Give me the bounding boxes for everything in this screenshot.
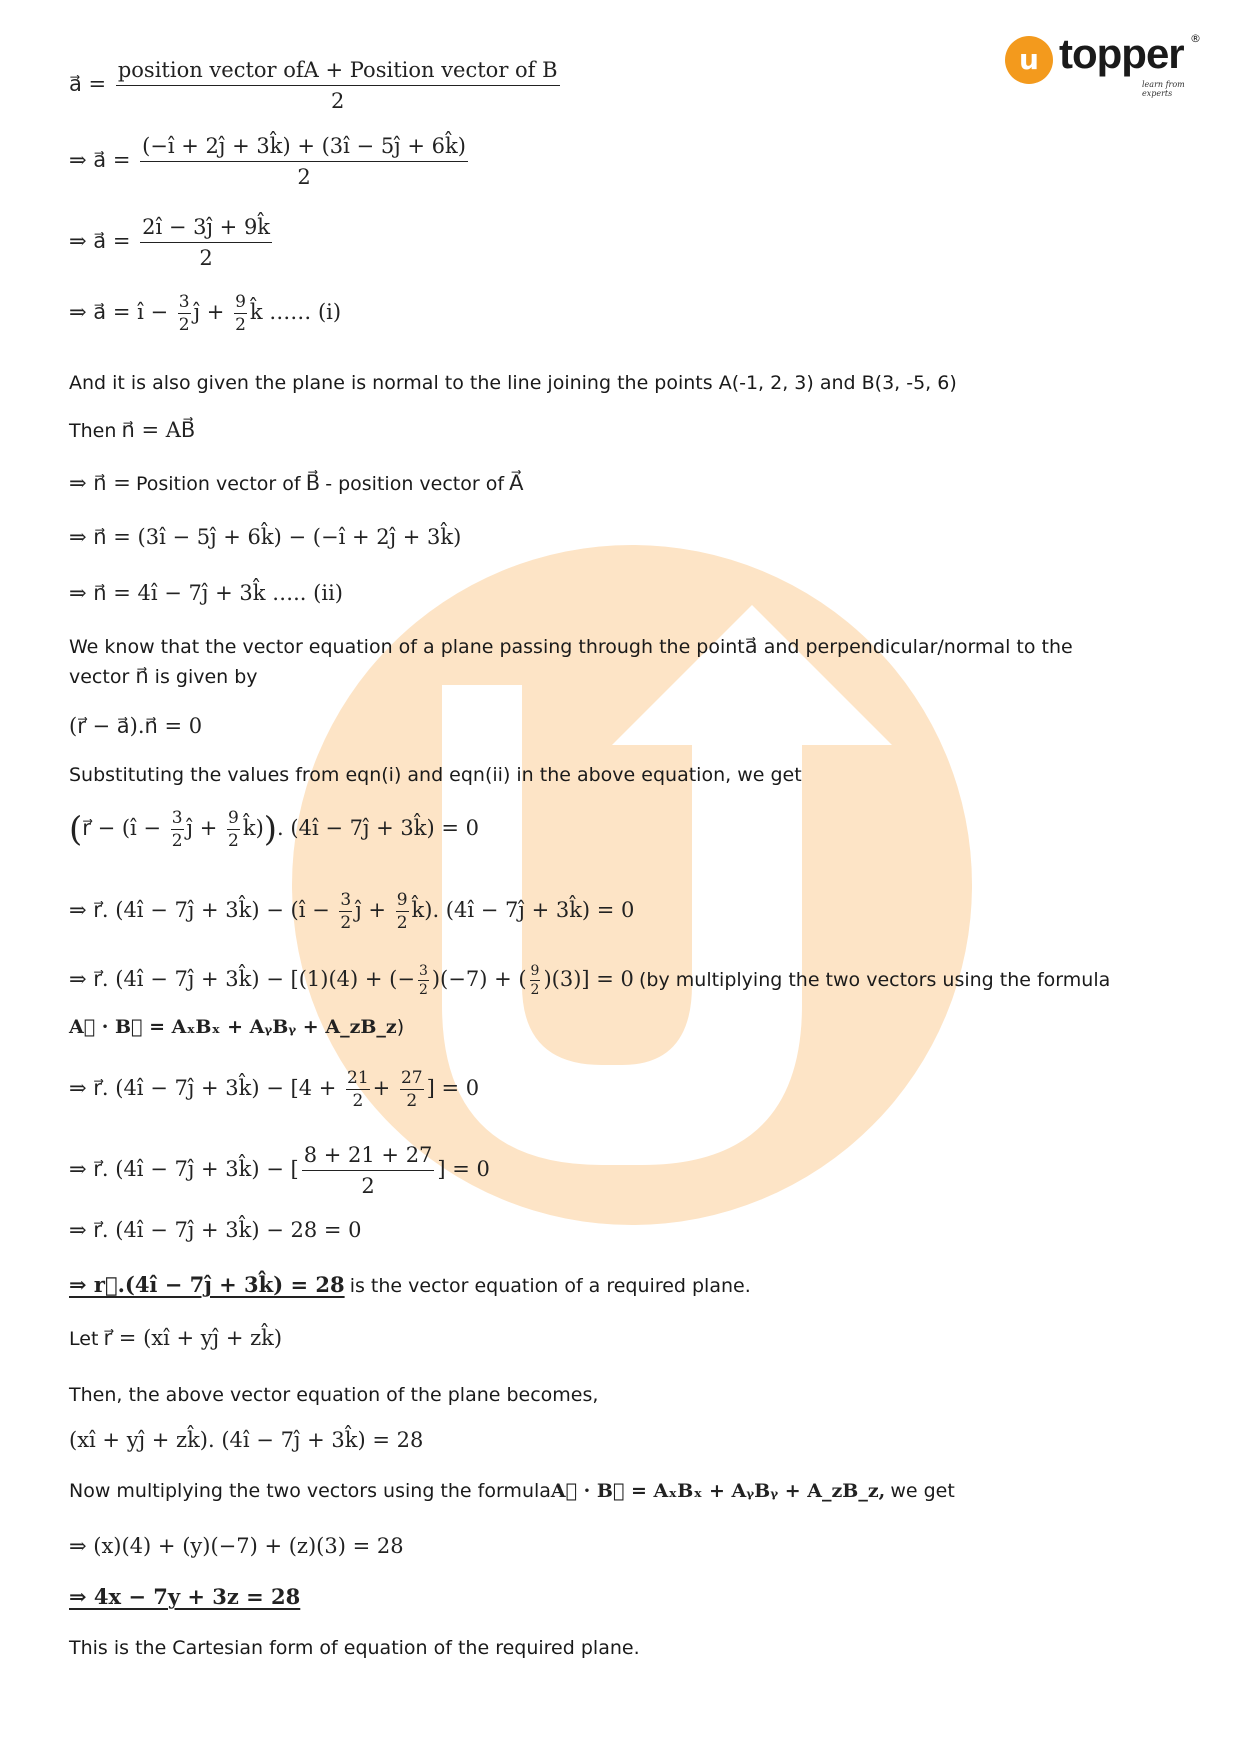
text-part: we get	[890, 1480, 955, 1502]
eq-part: r⃗ − (î −	[82, 816, 162, 840]
eq-n-position-vectors	[69, 471, 523, 495]
fraction-numerator: 2î − 3ĵ + 9k̂	[140, 215, 272, 243]
vector-n: n⃗	[135, 664, 149, 688]
text-part: Position vector of	[135, 473, 301, 495]
eq-midpoint-substitution	[69, 134, 471, 189]
bracket-close: )	[263, 809, 278, 850]
eq-combined-fraction	[69, 1143, 490, 1198]
paragraph-vector-equation-line2	[69, 664, 258, 688]
fraction-numerator: 3	[418, 963, 428, 979]
fraction-numerator: 27	[400, 1068, 423, 1088]
eq-part: )(−7) + (	[431, 967, 527, 991]
text-part: is given by	[154, 666, 258, 688]
vector-b: B⃗	[305, 471, 321, 495]
fraction-numerator: 9	[396, 890, 408, 910]
eq-part: )(3)] = 0	[543, 967, 634, 991]
fraction-denominator: 2	[297, 165, 311, 189]
eq-vector-result	[69, 1272, 751, 1297]
eq-lhs: ⇒ a⃗ =	[69, 229, 131, 253]
paragraph-cartesian-form: This is the Cartesian form of equation of the required plane.	[69, 1637, 640, 1659]
topper-logo	[1005, 30, 1205, 100]
eq-part: . (4î − 7ĵ + 3k̂) = 0	[277, 816, 480, 840]
text-part: - position vector of	[325, 473, 505, 495]
fraction-denominator: 2	[235, 315, 246, 335]
text-formula-note: (by multiplying the two vectors using the formula	[639, 969, 1111, 991]
eq-part: ⇒ a⃗ = î −	[69, 300, 169, 324]
fraction-numerator: position vector ofA + Position vector of B	[116, 58, 560, 86]
eq-part: ĵ +	[355, 898, 387, 922]
eq-substituted	[69, 808, 479, 851]
eq-cartesian-dot: (xî + yĵ + zk̂). (4î − 7ĵ + 3k̂) = 28	[69, 1428, 424, 1452]
eq-part: k̂)	[242, 816, 264, 840]
eq-midpoint-result-i	[69, 292, 341, 335]
fraction-denominator: 2	[340, 913, 352, 933]
text-part: We know that the vector equation of a plane passing through the point	[69, 636, 745, 658]
text-let: Let	[69, 1328, 99, 1350]
fraction-denominator: 2	[228, 831, 239, 851]
eq-n-result-ii: ⇒ n⃗ = 4î − 7ĵ + 3k̂ ….. (ii)	[69, 581, 343, 605]
fraction-numerator: 8 + 21 + 27	[302, 1143, 435, 1171]
fraction-numerator: 3	[171, 808, 183, 828]
eq-dot-product-formula	[69, 1016, 404, 1038]
text-close-paren: )	[396, 1016, 405, 1038]
fraction-denominator: 2	[418, 982, 428, 998]
eq-dot-product-expansion	[69, 963, 1110, 998]
eq-plane-vector-form: (r⃗ − a⃗).n⃗ = 0	[69, 714, 203, 738]
eq-let-r	[69, 1326, 282, 1350]
eq-minus-28: ⇒ r⃗. (4î − 7ĵ + 3k̂) − 28 = 0	[69, 1218, 362, 1242]
eq-part: k̂). (4î − 7ĵ + 3k̂) = 0	[411, 898, 635, 922]
fraction-denominator: 2	[171, 831, 183, 851]
logo-mark-icon: u	[1005, 36, 1053, 84]
fraction-denominator: 2	[199, 246, 213, 270]
fraction-numerator: 21	[347, 1068, 369, 1088]
eq-part: +	[372, 1076, 391, 1100]
vector-a: a⃗	[744, 634, 758, 658]
eq-part: ⇒ r⃗. (4î − 7ĵ + 3k̂) − [(1)(4) + (−	[69, 967, 415, 991]
bracket-open: (	[69, 809, 83, 850]
text-then: Then	[69, 420, 117, 442]
eq-part: ⇒ r⃗. (4î − 7ĵ + 3k̂) − [	[69, 1157, 299, 1181]
eq-expanded	[69, 890, 634, 933]
eq-cartesian-final: ⇒ 4x − 7y + 3z = 28	[69, 1584, 301, 1609]
paragraph-multiplying	[69, 1480, 955, 1502]
fraction-numerator: 3	[178, 292, 190, 312]
eq-part: ] = 0	[426, 1076, 480, 1100]
fraction-denominator: 2	[406, 1091, 418, 1111]
paragraph-normal-line: And it is also given the plane is normal to the line joining the points A(-1, 2, 3) and B(3, -5, 6)	[69, 372, 957, 394]
text-part: and perpendicular/normal to the	[763, 636, 1073, 658]
eq-vector-plane-final: ⇒ r⃗.(4î − 7ĵ + 3k̂) = 28	[69, 1272, 345, 1297]
eq-midpoint-sum	[69, 215, 275, 270]
registered-mark: ®	[1190, 32, 1201, 45]
eq-part: ĵ +	[193, 300, 225, 324]
paragraph-vector-equation-line1	[69, 634, 1073, 658]
fraction-denominator: 2	[361, 1174, 375, 1198]
formula-dot-product: A⃗ · B⃗ = AₓBₓ + AᵧBᵧ + A_zB_z,	[550, 1480, 886, 1502]
fraction-denominator: 2	[331, 89, 345, 113]
eq-simplified-fractions	[69, 1068, 479, 1111]
paragraph-substituting: Substituting the values from eqn(i) and eqn(ii) in the above equation, we get	[69, 764, 802, 786]
fraction-numerator: 9	[235, 292, 246, 312]
eq-n-difference: ⇒ n⃗ = (3î − 5ĵ + 6k̂) − (−î + 2ĵ + 3k̂)	[69, 525, 462, 549]
fraction-numerator: 9	[530, 963, 540, 979]
fraction-numerator: (−î + 2ĵ + 3k̂) + (3î − 5ĵ + 6k̂)	[140, 134, 468, 162]
paragraph-then-n	[69, 418, 195, 442]
fraction-numerator: 3	[340, 890, 352, 910]
fraction-denominator: 2	[178, 315, 190, 335]
text-conclusion: is the vector equation of a required plane.	[349, 1275, 751, 1297]
paragraph-plane-becomes: Then, the above vector equation of the plane becomes,	[69, 1384, 599, 1406]
eq-part: ĵ +	[186, 816, 218, 840]
logo-tagline: learn from experts	[1142, 80, 1185, 98]
eq-lhs: ⇒ n⃗ =	[69, 471, 131, 495]
vector-a: A⃗	[509, 471, 524, 495]
fraction-denominator: 2	[396, 913, 408, 933]
eq-part: ⇒ r⃗. (4î − 7ĵ + 3k̂) − (î −	[69, 898, 330, 922]
eq-lhs: ⇒ a⃗ =	[69, 148, 131, 172]
eq-r-components: r⃗ = (xî + yĵ + zk̂)	[103, 1326, 283, 1350]
eq-midpoint-definition	[69, 58, 563, 113]
eq-part: k̂ …… (i)	[249, 300, 342, 324]
text-part: vector	[69, 666, 130, 688]
text-part: Now multiplying the two vectors using the formula	[69, 1480, 551, 1502]
eq-part: ⇒ r⃗. (4î − 7ĵ + 3k̂) − [4 +	[69, 1076, 337, 1100]
formula-dot-product: A⃗ · B⃗ = AₓBₓ + AᵧBᵧ + A_zB_z	[69, 1016, 397, 1038]
eq-component-products: ⇒ (x)(4) + (y)(−7) + (z)(3) = 28	[69, 1534, 404, 1558]
fraction-numerator: 9	[228, 808, 239, 828]
eq-lhs: a⃗ =	[69, 72, 107, 96]
eq-n-equals-ab: n⃗ = AB⃗	[121, 418, 196, 442]
eq-part: ] = 0	[437, 1157, 490, 1181]
fraction-denominator: 2	[352, 1091, 364, 1111]
logo-wordmark: topper	[1059, 30, 1184, 77]
fraction-denominator: 2	[530, 982, 540, 998]
